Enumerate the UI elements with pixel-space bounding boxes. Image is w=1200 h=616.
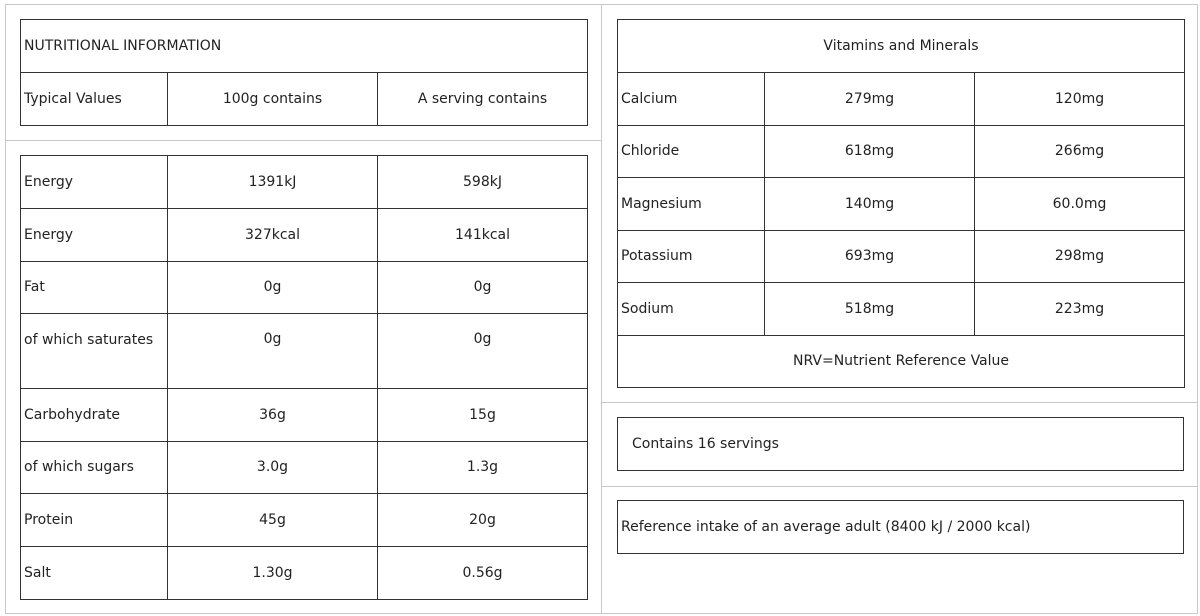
row-label: Energy — [21, 156, 168, 209]
col-serving: A serving contains — [378, 73, 588, 126]
row-per100g: 1.30g — [168, 547, 378, 600]
row-perserving: 598kJ — [378, 156, 588, 209]
reference-intake-box — [617, 500, 1184, 554]
row-perserving: 60.0mg — [975, 178, 1185, 231]
row-label: Fat — [21, 262, 168, 314]
row-perserving: 223mg — [975, 283, 1185, 336]
row-per100g: 140mg — [765, 178, 975, 231]
row-perserving: 0g — [378, 314, 588, 389]
row-perserving: 120mg — [975, 73, 1185, 126]
row-label: Potassium — [618, 231, 765, 283]
row-perserving: 0g — [378, 262, 588, 314]
row-per100g: 279mg — [765, 73, 975, 126]
vitamins-title: Vitamins and Minerals — [618, 20, 1185, 73]
row-perserving: 298mg — [975, 231, 1185, 283]
table-row — [21, 547, 588, 600]
table-row — [21, 209, 588, 262]
table-row — [21, 314, 588, 389]
nutrition-header-panel — [5, 4, 602, 141]
reference-intake-panel — [601, 486, 1198, 614]
servings-text: Contains 16 servings — [632, 436, 779, 452]
row-label: Energy — [21, 209, 168, 262]
nrv-footnote: NRV=Nutrient Reference Value — [618, 336, 1185, 388]
row-per100g: 618mg — [765, 126, 975, 178]
row-per100g: 36g — [168, 389, 378, 442]
row-per100g: 45g — [168, 494, 378, 547]
table-row — [21, 156, 588, 209]
row-label: Protein — [21, 494, 168, 547]
table-row — [618, 231, 1185, 283]
row-per100g: 0g — [168, 314, 378, 389]
row-per100g: 0g — [168, 262, 378, 314]
row-per100g: 518mg — [765, 283, 975, 336]
vitamins-panel — [601, 4, 1198, 403]
row-label: Salt — [21, 547, 168, 600]
table-row — [618, 126, 1185, 178]
col-typical-values: Typical Values — [21, 73, 168, 126]
row-per100g: 1391kJ — [168, 156, 378, 209]
row-label: Chloride — [618, 126, 765, 178]
table-row — [21, 442, 588, 494]
row-perserving: 0.56g — [378, 547, 588, 600]
row-per100g: 327kcal — [168, 209, 378, 262]
col-100g: 100g contains — [168, 73, 378, 126]
row-label: of which sugars — [21, 442, 168, 494]
row-perserving: 141kcal — [378, 209, 588, 262]
row-label: Carbohydrate — [21, 389, 168, 442]
reference-intake-text: Reference intake of an average adult (8400 kJ / 2000 kcal) — [621, 519, 1031, 535]
row-label: Sodium — [618, 283, 765, 336]
row-label: of which saturates — [21, 314, 168, 389]
nutrition-header-table — [20, 19, 588, 126]
table-row — [618, 178, 1185, 231]
table-row — [21, 262, 588, 314]
row-perserving: 20g — [378, 494, 588, 547]
vitamins-table — [617, 19, 1185, 388]
nutrition-title: NUTRITIONAL INFORMATION — [21, 20, 588, 73]
row-per100g: 3.0g — [168, 442, 378, 494]
servings-panel — [601, 402, 1198, 487]
nutrition-body-panel — [5, 140, 602, 614]
row-per100g: 693mg — [765, 231, 975, 283]
table-row — [21, 389, 588, 442]
row-perserving: 266mg — [975, 126, 1185, 178]
table-row — [618, 73, 1185, 126]
table-row — [21, 494, 588, 547]
row-label: Calcium — [618, 73, 765, 126]
row-label: Magnesium — [618, 178, 765, 231]
table-row — [618, 283, 1185, 336]
servings-box — [617, 417, 1184, 471]
row-perserving: 15g — [378, 389, 588, 442]
row-perserving: 1.3g — [378, 442, 588, 494]
nutrition-table — [20, 155, 588, 600]
